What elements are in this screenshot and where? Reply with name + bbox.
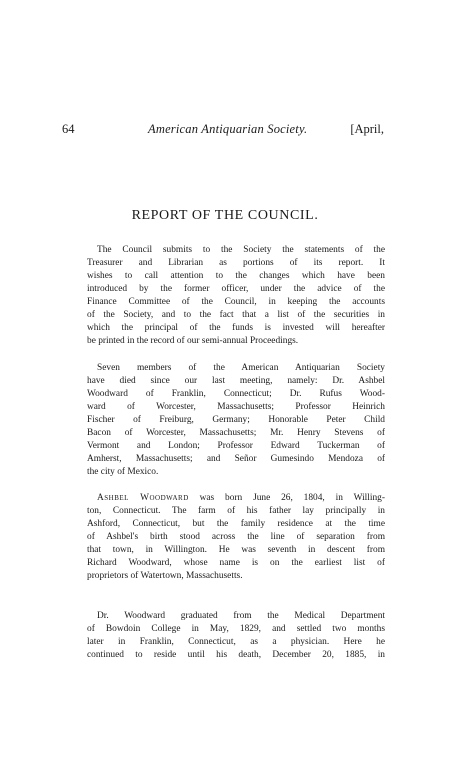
text-line: ward of Worcester, Massachusetts; Professor Heinrich — [87, 402, 385, 413]
running-month: [April, — [350, 122, 384, 136]
text-line: be printed in the record of our semi-annual Proceedings. — [87, 336, 299, 347]
text-line: the city of Mexico. — [87, 467, 159, 478]
text-line: Richard Woodward, whose name is on the earliest list of — [87, 558, 385, 569]
text-line: proprietors of Watertown, Massachusetts. — [87, 571, 243, 582]
text-line — [87, 492, 385, 505]
text-line: Woodward of Franklin, Connecticut; Dr. Rufus Wood- — [87, 389, 385, 400]
text-line-rest: was born June 26, 1804, in Willing- — [188, 493, 385, 503]
text-line: Amherst, Massachusetts; and Señor Gumesindo Mendoza of — [87, 454, 385, 465]
text-line: Dr. Woodward graduated from the Medical Department — [97, 611, 385, 621]
text-line: Bacon of Worcester, Massachusetts; Mr. Henry Stevens of — [87, 428, 385, 439]
text-line: Vermont and London; Professor Edward Tuckerman of — [87, 441, 385, 452]
text-line: of Bowdoin College in May, 1829, and settled two months — [87, 624, 385, 635]
text-line: have died since our last meeting, namely: Dr. Ashbel — [87, 376, 385, 387]
paragraph-deceased-members — [87, 362, 385, 479]
text-line: ton, Connecticut. The farm of his father lay principally in — [87, 506, 385, 517]
text-line: continued to reside until his death, December 20, 1885, in — [87, 650, 385, 661]
text-line: of the Society, and to the fact that a list of the securities in — [87, 310, 385, 321]
subject-name: Ashbel Woodward — [97, 493, 189, 503]
text-line: Fischer of Freiburg, Germany; Honorable Peter Child — [87, 415, 385, 426]
text-line: The Council submits to the Society the statements of the — [97, 245, 385, 255]
text-line: Ashford, Connecticut, but the family residence at the time — [87, 519, 385, 530]
text-line: of Ashbel's birth stood across the line of separation from — [87, 532, 385, 543]
text-line: introduced by the former officer, under the advice of the — [87, 284, 385, 295]
text-line: Seven members of the American Antiquarian Society — [97, 363, 385, 373]
text-line: that town, in Willington. He was seventh in descent from — [87, 545, 385, 556]
paragraph-woodward-graduation — [87, 610, 385, 662]
running-title: American Antiquarian Society. — [148, 122, 308, 136]
running-header — [62, 121, 384, 137]
page-number: 64 — [62, 122, 75, 136]
text-line: later in Franklin, Connecticut, as a physician. Here he — [87, 637, 385, 648]
text-line: Treasurer and Librarian as portions of its report. It — [87, 258, 385, 269]
text-line: wishes to call attention to the changes which have been — [87, 271, 385, 282]
report-heading: REPORT OF THE COUNCIL. — [131, 208, 319, 223]
text-line: which the principal of the funds is invested will hereafter — [87, 323, 385, 334]
text-line: Finance Committee of the Council, in keeping the accounts — [87, 297, 385, 308]
paragraph-council-statement — [87, 244, 385, 348]
paragraph-ashbel-woodward-birth — [87, 492, 385, 583]
